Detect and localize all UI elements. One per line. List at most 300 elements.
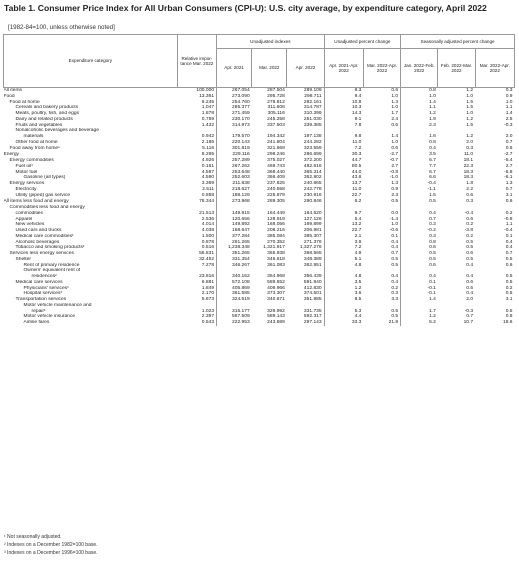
row-value: 0.4 [391, 274, 399, 279]
row-value: 373.307 [267, 291, 285, 297]
row-label: Motor vehicle maintenance and [23, 302, 92, 308]
row-value: 289.305 [267, 199, 285, 205]
row-value: 591.940 [303, 279, 322, 285]
row-value: 337.503 [267, 122, 285, 128]
row-label: Medical care services [15, 279, 63, 285]
row-value: 179.570 [217, 134, 252, 140]
row-label: repair¹ [31, 308, 46, 314]
row-label: Motor fuel [15, 169, 38, 175]
row-value: -3.8 [464, 228, 474, 233]
row-value: 5.116 [202, 145, 215, 151]
row-value: 261.265 [217, 240, 252, 246]
row-value: 2.0 [466, 297, 474, 302]
row-value: 23.816 [199, 274, 215, 279]
row-label: Rent of primary residence [23, 262, 80, 268]
row-value: -0.3 [504, 122, 513, 128]
row-value: 240.865 [303, 181, 322, 186]
row-value: 1.1 [401, 105, 438, 111]
row-value: 2.397 [201, 314, 215, 320]
header-category: Expenditure category [4, 35, 178, 88]
row-value: 1.0 [391, 105, 399, 111]
row-value: -0.4 [464, 210, 474, 216]
row-value: 351.265 [217, 251, 252, 257]
row-value: 6.2 [324, 198, 363, 205]
row-value: 321.669 [267, 145, 285, 151]
row-value: 2.511 [202, 186, 215, 192]
row-value: 11.0 [463, 152, 474, 158]
table-header [4, 35, 515, 88]
row-label: Transportation services [15, 297, 67, 302]
row-value: 7.2 [324, 146, 363, 152]
row-category [4, 151, 178, 158]
row-value: 1.047 [201, 105, 215, 111]
row-value: -0.3 [464, 308, 474, 314]
row-label: Utility (piped) gas service [15, 192, 71, 198]
row-value: 0.2 [505, 285, 513, 291]
row-value: 2.2 [466, 186, 474, 192]
row-value: 208.216 [267, 228, 285, 233]
row-value: 469.743 [267, 163, 285, 169]
row-value: 1.1 [505, 105, 513, 111]
row-value: 244.282 [303, 139, 322, 145]
row-value: 0.2 [466, 233, 474, 239]
row-value: 3.5 [401, 151, 438, 158]
row-value: 0.5 [391, 199, 399, 205]
row-value: 197.138 [303, 134, 322, 139]
row-label: Shelter [15, 256, 31, 262]
row-value: 0.5 [505, 256, 513, 262]
row-value: 168.056 [267, 222, 285, 228]
row-value: 287.504 [252, 88, 287, 94]
row-value: 1.849 [201, 285, 215, 291]
row-value: 0.759 [201, 116, 215, 122]
row-value: 11.0 [324, 140, 363, 146]
row-value: 2.0 [505, 134, 513, 139]
row-value: 301.819 [217, 146, 252, 152]
row-label: Motor vehicle insurance [23, 314, 76, 320]
row-label: Nonalcoholic beverages and beverage [15, 128, 99, 134]
row-value: 1.878 [201, 111, 215, 116]
row-value: 252.603 [217, 175, 252, 181]
row-value: 0.5 [401, 251, 438, 257]
row-value: 13.2 [324, 222, 363, 228]
row-value: 1.2 [401, 314, 438, 320]
row-value: 1.2 [438, 88, 475, 94]
header-unadjusted-index-col: Mar. 2022 [252, 49, 287, 88]
row-value: 323.559 [303, 145, 322, 151]
table-subtitle: [1982-84=100, unless otherwise noted] [8, 24, 115, 31]
row-value: 1.0 [466, 111, 474, 116]
row-value: 374.501 [303, 291, 322, 297]
table-row [4, 198, 515, 205]
row-value: 229.116 [217, 151, 252, 158]
row-value: 267.054 [217, 88, 252, 94]
row-value: 10.3 [324, 105, 363, 111]
row-value: 2.5 [505, 116, 513, 122]
row-value: 356.439 [303, 274, 322, 279]
row-value: 9.1 [324, 117, 363, 123]
row-value: 0.6 [401, 263, 438, 269]
row-value: 3.5 [324, 280, 363, 286]
row-value: 0.5 [466, 239, 474, 245]
row-value: 240.558 [267, 186, 285, 192]
row-value: 254.760 [217, 100, 252, 106]
row-value: 21.513 [199, 210, 215, 216]
row-value: 8.5 [324, 297, 363, 303]
row-value: -1.4 [389, 216, 399, 222]
row-value: -1.1 [401, 187, 438, 193]
row-value: 0.6 [505, 262, 513, 268]
row-value: 368.565 [303, 251, 322, 256]
row-value: 405.869 [217, 286, 252, 292]
header-sa-pct-col: Mar. 2022-Apr. 2022 [475, 49, 514, 88]
row-label: Apparel [15, 216, 33, 222]
row-value: 0.7 [505, 139, 513, 145]
row-label: commodities [15, 210, 43, 216]
row-value: 290.846 [303, 199, 322, 205]
row-value: -0.6 [389, 228, 399, 233]
row-value: 289.109 [287, 88, 324, 94]
row-value: 13.361 [199, 93, 215, 99]
row-value: 0.5 [401, 257, 438, 263]
row-value: 1.3 [391, 181, 399, 186]
row-label: Energy [3, 152, 19, 158]
row-value: 4.8 [324, 274, 363, 280]
row-value: 0.3 [466, 199, 474, 205]
row-value: 1.5 [466, 105, 474, 111]
row-value: 340.162 [217, 274, 252, 280]
row-value: -0.1 [401, 291, 438, 297]
row-value: 230.916 [303, 192, 322, 198]
header-unadjusted-pct-col: Apr. 2021-Apr. 2022 [324, 49, 363, 88]
row-value: 1.432 [201, 122, 215, 128]
row-value: 21.9 [388, 320, 399, 325]
row-value: -2.7 [504, 152, 513, 158]
row-value: 0.5 [505, 291, 513, 297]
row-value: 0.6 [466, 192, 474, 198]
row-value: 3.3 [391, 297, 399, 302]
row-value: 331.354 [217, 257, 252, 263]
row-value: 0.4 [401, 211, 438, 217]
row-value: 2.170 [201, 291, 215, 297]
row-value: 0.4 [391, 279, 399, 285]
row-value: 346.267 [217, 263, 252, 269]
row-value: 1.4 [401, 297, 438, 303]
row-category [4, 320, 178, 326]
row-value: 22.7 [324, 193, 363, 199]
row-value: 0.4 [505, 239, 513, 245]
row-value: 0.5 [391, 262, 399, 268]
row-value: 1.1 [505, 222, 513, 228]
footnote: ² Indexes on a December 1982=100 base. [4, 542, 98, 548]
row-value: 0.8 [401, 240, 438, 246]
row-value: 18.1 [463, 158, 474, 163]
row-value: 0.858 [201, 192, 215, 198]
row-value: 169.899 [303, 222, 322, 228]
row-label: Food at home [9, 99, 40, 105]
row-value: 4.587 [201, 169, 215, 175]
row-value: -1.0 [389, 175, 399, 181]
row-value: 412.830 [303, 285, 322, 291]
row-label: Alcoholic beverages [15, 239, 60, 245]
row-value: -0.8 [389, 169, 399, 175]
row-value: 324.519 [217, 297, 252, 303]
row-label: Used cars and trucks [15, 228, 62, 233]
row-value: 3.9 [324, 240, 363, 246]
row-value: 1.2 [401, 111, 438, 117]
row-value: 368.440 [267, 169, 285, 175]
row-value: 278.812 [267, 99, 285, 105]
footnote: ³ Indexes on a December 1996=100 base. [4, 550, 98, 556]
row-value: 385.084 [267, 233, 285, 239]
row-value: 1.2 [466, 134, 474, 139]
row-value: 43.6 [324, 175, 363, 181]
header-unadjusted-pct-col: Mar. 2022-Apr. 2022 [363, 49, 400, 88]
row-value: 1.7 [391, 111, 399, 116]
row-label: Tobacco and smoking products¹ [15, 245, 85, 251]
row-value: 1.2 [324, 286, 363, 292]
row-value: 2.0 [466, 139, 474, 145]
row-value: 1,327.276 [299, 245, 322, 251]
row-label: Fuel oil¹ [15, 163, 33, 169]
row-value: 225.879 [267, 192, 285, 198]
row-value: 310.399 [303, 111, 322, 116]
row-value: 257.289 [217, 158, 252, 164]
row-value: 1.7 [401, 309, 438, 315]
row-value: 0.5 [391, 308, 399, 314]
row-value: 4.038 [201, 228, 215, 233]
row-value: 44.7 [324, 158, 363, 164]
row-value: 0.1 [401, 280, 438, 286]
row-value: 297.143 [303, 320, 322, 325]
row-value: 9.8 [324, 134, 363, 140]
row-value: 314.787 [303, 105, 322, 111]
row-value: 589.652 [267, 279, 285, 285]
row-value: 1.5 [466, 122, 474, 128]
row-value: -0.7 [389, 158, 399, 163]
row-value: 0.7 [505, 251, 513, 256]
row-category [4, 198, 178, 205]
row-value: 1.4 [505, 111, 513, 116]
row-value: 120.656 [217, 217, 252, 223]
row-value: 0.4 [401, 146, 438, 152]
row-label: Gasoline (all types) [23, 175, 66, 181]
row-value: 4.4 [324, 314, 363, 320]
row-value: 222.953 [217, 320, 252, 326]
row-value: -0.4 [504, 228, 513, 233]
row-value: 149.892 [217, 222, 252, 228]
row-value: 5.4 [324, 217, 363, 223]
row-value: -6.1 [504, 175, 513, 181]
row-value: 9.4 [324, 94, 363, 100]
row-value: 56.831 [199, 251, 215, 256]
row-value: 168.647 [217, 228, 252, 234]
row-value: 295.728 [267, 93, 285, 99]
row-label: Energy commodities [9, 158, 54, 163]
row-value: 1.0 [401, 94, 438, 100]
row-value: 18.3 [463, 169, 474, 175]
row-value: 2.186 [201, 139, 215, 145]
row-value: 5.2 [401, 320, 438, 326]
row-value: 273.968 [217, 198, 252, 205]
row-value: 0.7 [505, 186, 513, 192]
row-value: 285.377 [217, 105, 252, 111]
row-label: Energy services [9, 181, 45, 186]
row-label: Fruits and vegetables [15, 122, 63, 128]
row-label: Airline fares [23, 320, 50, 325]
row-value: 314.973 [217, 123, 252, 129]
header-unadjusted-percent: Unadjusted percent change [324, 35, 401, 49]
row-value: 3.1 [505, 297, 513, 302]
row-value: 4.014 [201, 222, 215, 228]
row-value: 6.7 [401, 170, 438, 176]
row-value: 2.7 [391, 163, 399, 169]
row-value: 1.0 [466, 93, 474, 99]
row-value: 7.278 [201, 262, 215, 268]
row-value: 0.7 [401, 217, 438, 223]
row-value: 0.6 [505, 199, 513, 205]
row-value: 346.618 [267, 256, 285, 262]
row-value: 0.5 [466, 285, 474, 291]
row-label: residences² [31, 274, 57, 279]
header-seasonally-adjusted: Seasonally adjusted percent change [401, 35, 515, 49]
row-value: 0.8 [505, 314, 513, 320]
row-value: 0.1 [391, 233, 399, 239]
row-value: 14.3 [324, 111, 363, 117]
table-body [4, 88, 515, 326]
row-value: 3.369 [201, 181, 215, 186]
row-value: 6.881 [201, 279, 215, 285]
row-value: 270.352 [267, 239, 285, 245]
row-value: 0.878 [201, 239, 215, 245]
row-value: 365.938 [267, 251, 285, 256]
row-value: 164.449 [267, 210, 285, 216]
row-value: 0.7 [391, 251, 399, 256]
row-value: 409.966 [267, 285, 285, 291]
row-value: 245.258 [267, 116, 285, 122]
row-value: 4.9 [324, 251, 363, 257]
row-value: 243.689 [267, 320, 285, 325]
row-value: 592.317 [303, 314, 322, 320]
row-value: 0.4 [391, 245, 399, 251]
header-sa-pct-col: Feb. 2022-Mar. 2022 [438, 49, 475, 88]
row-value: 18.3 [463, 175, 474, 181]
row-value: 78.344 [199, 199, 215, 205]
row-label: Hospital services³ [23, 291, 63, 297]
row-value: 0.4 [466, 262, 474, 268]
header-importance: Relative impor-tance Mar. 2022 [177, 35, 216, 88]
row-value: 0.5 [505, 279, 513, 285]
row-value: 13.7 [324, 181, 363, 187]
row-value: 0.3 [475, 88, 514, 94]
table-row [4, 320, 515, 326]
row-value: 30.3 [324, 151, 363, 158]
row-value: 1.2 [466, 116, 474, 122]
row-value: 220.143 [217, 140, 252, 146]
row-label: Medical care commodities¹ [15, 233, 74, 239]
row-value: 241.804 [267, 139, 285, 145]
row-value: 0.5 [391, 256, 399, 262]
row-value: 0.3 [401, 234, 438, 240]
row-value: 267.262 [217, 164, 252, 170]
row-value: 0.6 [466, 251, 474, 256]
row-value: 0.4 [401, 274, 438, 280]
row-value: 18.6 [502, 320, 513, 325]
row-value: 218.627 [217, 187, 252, 193]
row-value: 5.3 [324, 309, 363, 315]
row-value: 1,321.917 [263, 245, 285, 251]
row-label: Cereals and bakery products [15, 105, 79, 111]
row-value: 8.245 [201, 99, 215, 105]
row-value: 100.000 [177, 88, 216, 94]
row-value: 5.1 [324, 257, 363, 263]
header-unadjusted-indexes: Unadjusted indexes [217, 35, 325, 49]
row-label: Food [3, 93, 15, 99]
row-value: 0.1 [505, 233, 513, 239]
row-value: 351.985 [303, 297, 322, 302]
row-value: 1.0 [391, 93, 399, 99]
row-value: 273.090 [217, 94, 252, 100]
row-value: 0.9 [391, 186, 399, 192]
row-value: 4.926 [201, 158, 215, 163]
row-value: 385.307 [303, 233, 322, 239]
row-value: 286.699 [303, 152, 322, 158]
row-value: 0.161 [201, 163, 215, 169]
row-label: Dairy and related products [15, 116, 73, 122]
row-value: 375.027 [267, 158, 285, 163]
row-value: 32.452 [199, 256, 215, 262]
row-value: 377.284 [217, 234, 252, 240]
row-value: 44.0 [324, 170, 363, 176]
row-value: 362.802 [303, 175, 322, 181]
row-value: 0.5 [505, 308, 513, 314]
row-value: 271.376 [303, 239, 322, 245]
row-value: 0.2 [505, 210, 513, 216]
row-value: 339.385 [303, 122, 322, 128]
row-value: -0.1 [401, 286, 438, 292]
row-value: 0.4 [391, 239, 399, 245]
row-value: 0.6 [363, 88, 400, 94]
row-value: 362.951 [303, 262, 322, 268]
row-value: 164.520 [303, 210, 322, 216]
row-value: 366.409 [267, 175, 285, 181]
row-value: 7.7 [401, 164, 438, 170]
row-value: 0.6 [401, 245, 438, 251]
header-sa-pct-col: Jan. 2022-Feb. 2022 [401, 49, 438, 88]
row-value: 482.516 [303, 163, 322, 169]
row-value: 1.9 [401, 117, 438, 123]
row-value: 1.5 [466, 99, 474, 105]
row-value: 4.8 [324, 263, 363, 269]
row-value: 298.246 [267, 152, 285, 158]
row-value: 5.673 [201, 297, 215, 302]
table-row [4, 151, 515, 158]
row-value: 0.4 [466, 291, 474, 297]
row-value: 0.2 [391, 285, 399, 291]
row-value: 271.459 [217, 111, 252, 117]
row-value: 22.7 [324, 228, 363, 234]
row-value: 1.3 [391, 99, 399, 105]
row-value: 3.1 [505, 192, 513, 198]
row-value: 242.778 [303, 186, 322, 192]
row-value: 9.7 [324, 211, 363, 217]
row-value: 0.8 [401, 88, 438, 94]
row-value: 361.585 [217, 291, 252, 297]
row-value: 365.314 [303, 169, 322, 175]
row-value: 354.968 [267, 274, 285, 279]
footnote: ¹ Not seasonally adjusted. [4, 534, 62, 540]
header-unadjusted-index-col: Apr. 2021 [217, 49, 252, 88]
